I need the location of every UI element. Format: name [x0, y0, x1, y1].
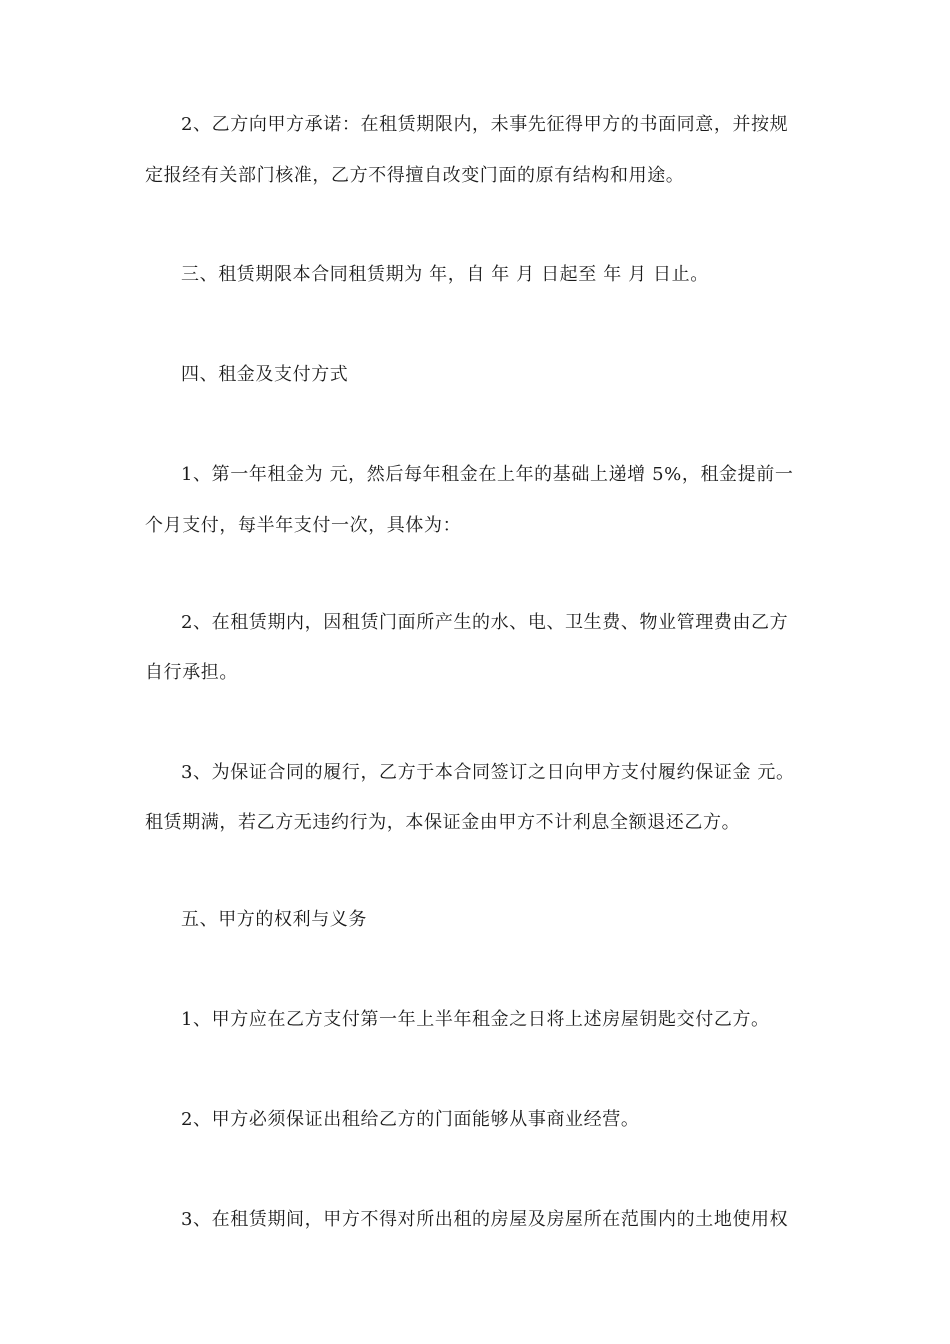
paragraph-line: 定报经有关部门核准，乙方不得擅自改变门面的原有结构和用途。	[145, 165, 685, 186]
section-heading-term: 三、租赁期限本合同租赁期为 年，自 年 月 日起至 年 月 日止。	[181, 264, 709, 285]
paragraph-line: 2、乙方向甲方承诺：在租赁期限内，未事先征得甲方的书面同意，并按规	[181, 114, 789, 135]
paragraph-line: 个月支付，每半年支付一次，具体为：	[145, 515, 462, 536]
paragraph-line: 租赁期满，若乙方无违约行为，本保证金由甲方不计利息全额退还乙方。	[145, 812, 741, 833]
section-heading-lessor: 五、甲方的权利与义务	[181, 909, 367, 930]
paragraph-line: 2、在租赁期内，因租赁门面所产生的水、电、卫生费、物业管理费由乙方	[181, 612, 789, 633]
paragraph-line: 2、甲方必须保证出租给乙方的门面能够从事商业经营。	[181, 1109, 640, 1130]
paragraph-line: 3、为保证合同的履行，乙方于本合同签订之日向甲方支付履约保证金 元。	[181, 762, 795, 783]
paragraph-line: 1、第一年租金为 元，然后每年租金在上年的基础上递增 5%，租金提前一	[181, 464, 794, 485]
paragraph-line: 自行承担。	[145, 662, 238, 683]
section-heading-rent: 四、租金及支付方式	[181, 364, 349, 385]
paragraph-line: 1、甲方应在乙方支付第一年上半年租金之日将上述房屋钥匙交付乙方。	[181, 1009, 770, 1030]
paragraph-line: 3、在租赁期间，甲方不得对所出租的房屋及房屋所在范围内的土地使用权	[181, 1209, 789, 1230]
